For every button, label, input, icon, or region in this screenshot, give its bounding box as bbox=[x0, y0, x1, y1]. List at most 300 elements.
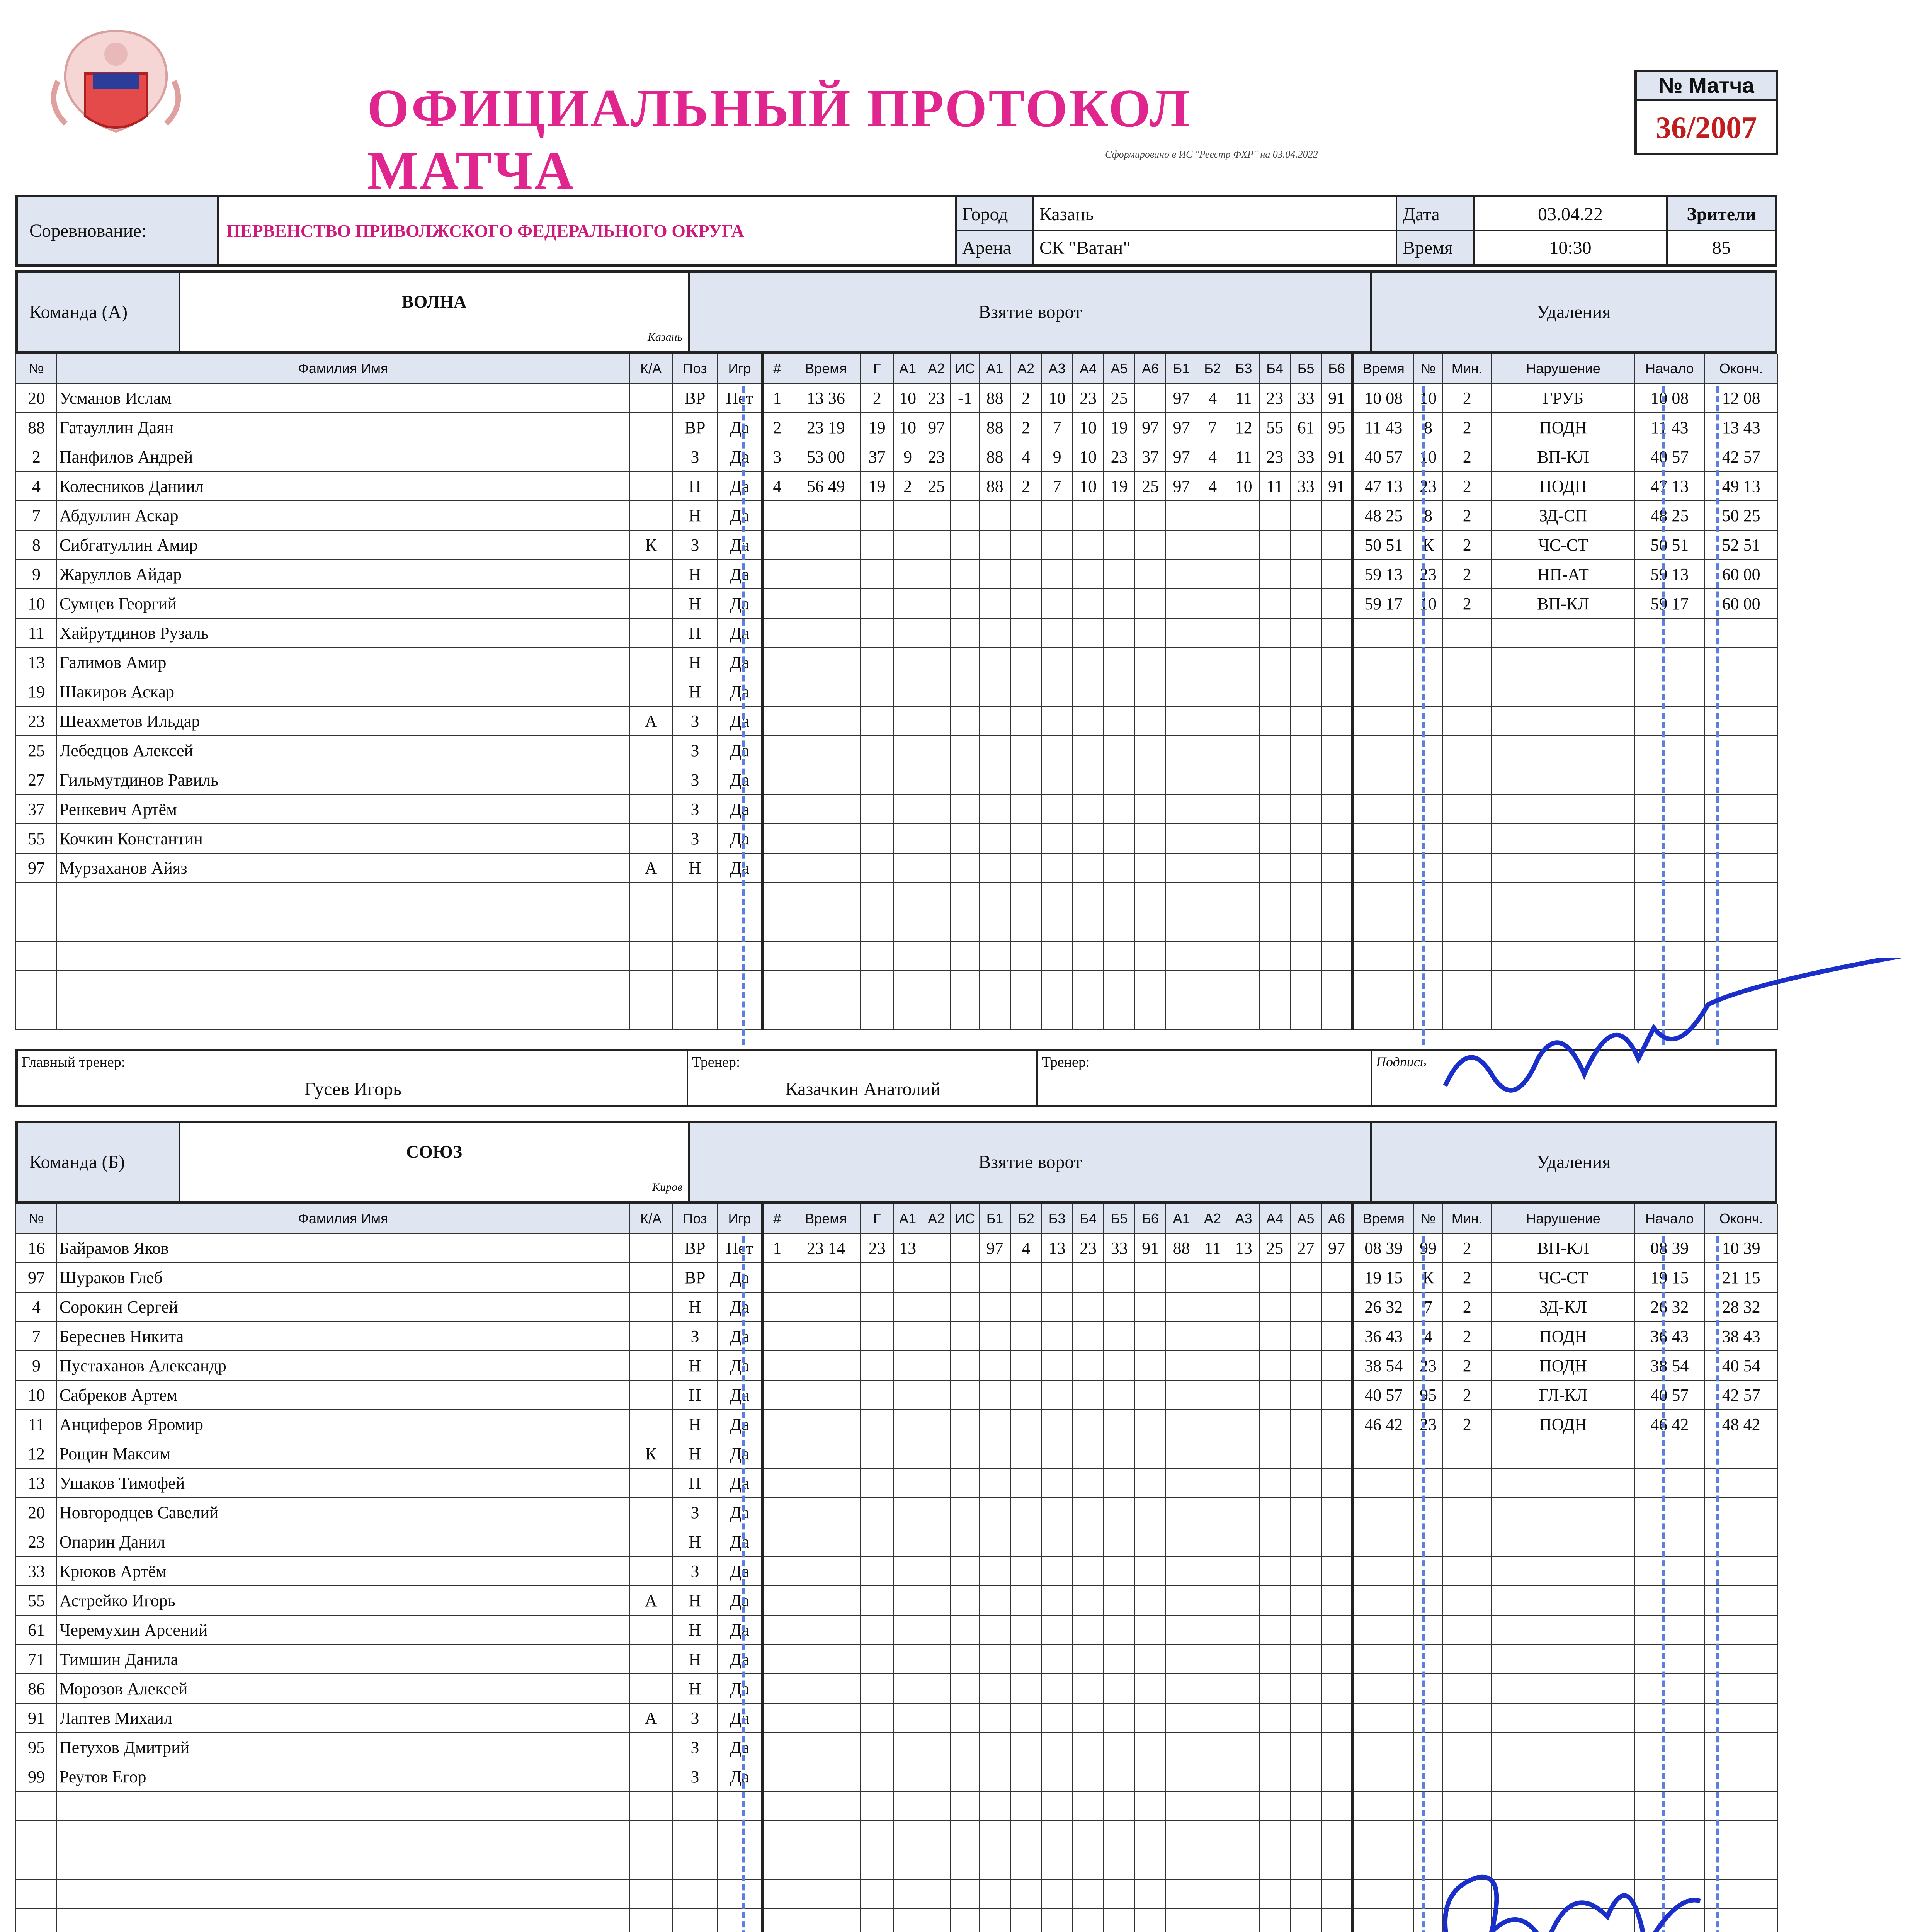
goal-time: 23 14 bbox=[791, 1233, 861, 1263]
team_a-header bbox=[15, 270, 1777, 354]
table-row bbox=[16, 736, 1778, 765]
goal-onice: 11 bbox=[1259, 471, 1291, 501]
pen-violation: ПОДН bbox=[1492, 471, 1635, 501]
competition-label: Соревнование: bbox=[18, 197, 219, 264]
team_b-onice-col: А1 bbox=[1166, 1204, 1197, 1233]
player-number: 55 bbox=[16, 824, 57, 853]
player-number: 7 bbox=[16, 1321, 57, 1351]
pen-end: 49 13 bbox=[1704, 471, 1778, 501]
player-pos: Н bbox=[672, 1351, 718, 1380]
player-name: Рощин Максим bbox=[57, 1439, 629, 1468]
table-row bbox=[16, 1292, 1778, 1321]
goal-onice: 11 bbox=[1197, 1233, 1228, 1263]
goal-onice: 23 bbox=[1259, 442, 1291, 471]
team_a-col-num: № bbox=[16, 354, 57, 383]
player-pos: З bbox=[672, 1733, 718, 1762]
player-pos: Н bbox=[672, 677, 718, 706]
match-number: 36/2007 bbox=[1655, 111, 1757, 145]
team_a-goal-col: А2 bbox=[922, 354, 951, 383]
spectators: 85 bbox=[1712, 238, 1731, 258]
table-row bbox=[16, 383, 1778, 413]
pen-min: 2 bbox=[1442, 471, 1492, 501]
player-play: Да bbox=[718, 736, 763, 765]
player-play: Да bbox=[718, 1380, 763, 1410]
player-name: Черемухин Арсений bbox=[57, 1615, 629, 1645]
player-play: Да bbox=[718, 1615, 763, 1645]
team_a-onice-col: Б5 bbox=[1290, 354, 1321, 383]
pen-violation: ПОДН bbox=[1492, 413, 1635, 442]
team_a-onice-col: А1 bbox=[979, 354, 1010, 383]
pen-end: 42 57 bbox=[1704, 1380, 1778, 1410]
player-number: 8 bbox=[16, 530, 57, 560]
player-play: Нет bbox=[718, 1233, 763, 1263]
player-name: Гильмутдинов Равиль bbox=[57, 765, 629, 794]
team_a-col-ka: К/А bbox=[629, 354, 672, 383]
player-play: Да bbox=[718, 765, 763, 794]
player-name: Галимов Амир bbox=[57, 648, 629, 677]
pen-violation: ВП-КЛ bbox=[1492, 1233, 1635, 1263]
pen-violation: ЧС-СТ bbox=[1492, 530, 1635, 560]
generated-note: Сформировано в ИС "Реестр ФХР" на 03.04.2022 bbox=[1105, 149, 1318, 160]
player-play: Да bbox=[718, 530, 763, 560]
player-number: 4 bbox=[16, 1292, 57, 1321]
player-ka bbox=[629, 413, 672, 442]
goal-onice: 88 bbox=[979, 471, 1010, 501]
pen-time: 46 42 bbox=[1352, 1410, 1414, 1439]
player-number: 33 bbox=[16, 1556, 57, 1586]
city-label: Город bbox=[957, 197, 1034, 231]
pen-end: 52 51 bbox=[1704, 530, 1778, 560]
goal-onice: 27 bbox=[1290, 1233, 1321, 1263]
player-name: Береснев Никита bbox=[57, 1321, 629, 1351]
team_b-dash-line bbox=[1716, 1236, 1719, 1932]
goal-onice: 10 bbox=[1073, 442, 1104, 471]
player-number: 16 bbox=[16, 1233, 57, 1263]
pen-time: 47 13 bbox=[1352, 471, 1414, 501]
pen-start: 26 32 bbox=[1635, 1292, 1704, 1321]
player-number: 19 bbox=[16, 677, 57, 706]
goal-onice: 12 bbox=[1228, 413, 1259, 442]
goal-n: 4 bbox=[762, 471, 791, 501]
player-play: Да bbox=[718, 413, 763, 442]
goal-onice: 33 bbox=[1290, 442, 1321, 471]
player-play: Да bbox=[718, 1586, 763, 1615]
player-ka bbox=[629, 589, 672, 618]
player-play: Да bbox=[718, 1733, 763, 1762]
player-ka bbox=[629, 1351, 672, 1380]
team_b-dash-line bbox=[1662, 1236, 1665, 1932]
team_b-goal-col: Г bbox=[861, 1204, 893, 1233]
team_b-onice-col: Б2 bbox=[1010, 1204, 1042, 1233]
goal-onice: 9 bbox=[1041, 442, 1073, 471]
player-pos: Н bbox=[672, 1674, 718, 1703]
player-name: Анциферов Яромир bbox=[57, 1410, 629, 1439]
player-ka bbox=[629, 677, 672, 706]
table-row bbox=[16, 1380, 1778, 1410]
team_a-onice-col: А5 bbox=[1104, 354, 1135, 383]
player-number: 23 bbox=[16, 706, 57, 736]
player-ka bbox=[629, 560, 672, 589]
player-number: 97 bbox=[16, 1263, 57, 1292]
table-row bbox=[16, 1733, 1778, 1762]
team_a-grid bbox=[15, 354, 1778, 1030]
team_a-goal-col: Время bbox=[791, 354, 861, 383]
player-number: 20 bbox=[16, 383, 57, 413]
player-name: Колесников Даниил bbox=[57, 471, 629, 501]
table-row bbox=[16, 1645, 1778, 1674]
player-name: Тимшин Данила bbox=[57, 1645, 629, 1674]
player-pos: ВР bbox=[672, 1263, 718, 1292]
pen-min: 2 bbox=[1442, 383, 1492, 413]
goal-onice: 33 bbox=[1104, 1233, 1135, 1263]
goal-onice: 25 bbox=[1259, 1233, 1291, 1263]
goal-is bbox=[951, 471, 979, 501]
player-play: Да bbox=[718, 442, 763, 471]
player-play: Да bbox=[718, 1498, 763, 1527]
team_a-onice-col: Б3 bbox=[1228, 354, 1259, 383]
player-number: 13 bbox=[16, 648, 57, 677]
team_a-col-name: Фамилия Имя bbox=[57, 354, 629, 383]
player-play: Да bbox=[718, 794, 763, 824]
team_b-goals-title: Взятие ворот bbox=[688, 1123, 1372, 1201]
player-number: 97 bbox=[16, 853, 57, 883]
player-play: Да bbox=[718, 1351, 763, 1380]
pen-time: 10 08 bbox=[1352, 383, 1414, 413]
player-name: Ушаков Тимофей bbox=[57, 1468, 629, 1498]
pen-time: 50 51 bbox=[1352, 530, 1414, 560]
pen-time: 38 54 bbox=[1352, 1351, 1414, 1380]
goal-onice: 23 bbox=[1073, 383, 1104, 413]
pen-num: К bbox=[1414, 1263, 1442, 1292]
player-number: 7 bbox=[16, 501, 57, 530]
team_b-goal-col: А2 bbox=[922, 1204, 951, 1233]
table-row bbox=[16, 1762, 1778, 1791]
city: Казань bbox=[1034, 197, 1397, 231]
player-number: 2 bbox=[16, 442, 57, 471]
player-number: 10 bbox=[16, 1380, 57, 1410]
team_b-goal-col: ИС bbox=[951, 1204, 979, 1233]
team_a-pen-col: Оконч. bbox=[1704, 354, 1778, 383]
pen-num: 10 bbox=[1414, 442, 1442, 471]
table-row bbox=[16, 1351, 1778, 1380]
goal-n: 3 bbox=[762, 442, 791, 471]
team_a-goal-col: Г bbox=[861, 354, 893, 383]
pen-time: 59 13 bbox=[1352, 560, 1414, 589]
pen-start: 46 42 bbox=[1635, 1410, 1704, 1439]
pen-time: 08 39 bbox=[1352, 1233, 1414, 1263]
goal-is bbox=[951, 442, 979, 471]
goal-onice: 37 bbox=[1135, 442, 1166, 471]
player-name: Астрейко Игорь bbox=[57, 1586, 629, 1615]
player-name: Жаруллов Айдар bbox=[57, 560, 629, 589]
pen-min: 2 bbox=[1442, 1263, 1492, 1292]
player-play: Да bbox=[718, 1674, 763, 1703]
competition-name: ПЕРВЕНСТВО ПРИВОЛЖСКОГО ФЕДЕРАЛЬНОГО ОКРУГА bbox=[219, 197, 957, 264]
pen-violation: ГЛ-КЛ bbox=[1492, 1380, 1635, 1410]
goal-is bbox=[951, 1233, 979, 1263]
team-b-block bbox=[15, 1121, 1777, 1932]
player-pos: Н bbox=[672, 471, 718, 501]
pen-time: 59 17 bbox=[1352, 589, 1414, 618]
pen-violation: ГРУБ bbox=[1492, 383, 1635, 413]
table-row bbox=[16, 824, 1778, 853]
team_a-dash-line bbox=[1716, 386, 1719, 1045]
player-pos: Н bbox=[672, 501, 718, 530]
team_b-pen-col: Нарушение bbox=[1492, 1204, 1635, 1233]
goal-is bbox=[951, 413, 979, 442]
goal-onice: 10 bbox=[1041, 383, 1073, 413]
goal-onice: 7 bbox=[1041, 471, 1073, 501]
team_b-col-pos: Поз bbox=[672, 1204, 718, 1233]
pen-min: 2 bbox=[1442, 589, 1492, 618]
player-ka bbox=[629, 1263, 672, 1292]
player-ka bbox=[629, 765, 672, 794]
pen-end: 50 25 bbox=[1704, 501, 1778, 530]
goal-onice: 88 bbox=[979, 413, 1010, 442]
pen-end: 48 42 bbox=[1704, 1410, 1778, 1439]
player-pos: З bbox=[672, 1556, 718, 1586]
date: 03.04.22 bbox=[1475, 197, 1668, 231]
team_b-col-play: Игр bbox=[718, 1204, 763, 1233]
player-pos: Н bbox=[672, 1410, 718, 1439]
player-play: Да bbox=[718, 648, 763, 677]
team_a-col-pos: Поз bbox=[672, 354, 718, 383]
pen-end: 38 43 bbox=[1704, 1321, 1778, 1351]
goal-onice: 10 bbox=[1228, 471, 1259, 501]
player-play: Да bbox=[718, 824, 763, 853]
pen-min: 2 bbox=[1442, 413, 1492, 442]
player-ka bbox=[629, 471, 672, 501]
player-ka: К bbox=[629, 530, 672, 560]
player-play: Да bbox=[718, 618, 763, 648]
team_a-onice-col: А4 bbox=[1073, 354, 1104, 383]
goal-onice: 97 bbox=[1166, 413, 1197, 442]
pen-num: 4 bbox=[1414, 1321, 1442, 1351]
player-ka bbox=[629, 1615, 672, 1645]
player-pos: З bbox=[672, 765, 718, 794]
team_a-city: Казань bbox=[647, 331, 682, 344]
player-ka bbox=[629, 442, 672, 471]
pen-min: 2 bbox=[1442, 1380, 1492, 1410]
player-pos: Н bbox=[672, 1292, 718, 1321]
team_a-onice-col: Б2 bbox=[1197, 354, 1228, 383]
signature-team-b bbox=[1406, 1847, 1716, 1932]
pen-start: 40 57 bbox=[1635, 1380, 1704, 1410]
team_a-onice-col: Б1 bbox=[1166, 354, 1197, 383]
pen-num: 99 bbox=[1414, 1233, 1442, 1263]
player-ka bbox=[629, 1321, 672, 1351]
goal-onice: 55 bbox=[1259, 413, 1291, 442]
pen-end: 13 43 bbox=[1704, 413, 1778, 442]
goal-onice bbox=[1135, 383, 1166, 413]
goal-a1: 10 bbox=[893, 413, 922, 442]
player-name: Хайрутдинов Рузаль bbox=[57, 618, 629, 648]
player-ka bbox=[629, 1645, 672, 1674]
player-ka bbox=[629, 1410, 672, 1439]
player-play: Да bbox=[718, 706, 763, 736]
pen-num: 10 bbox=[1414, 383, 1442, 413]
team_a-pen-col: Мин. bbox=[1442, 354, 1492, 383]
player-number: 23 bbox=[16, 1527, 57, 1556]
pen-start: 48 25 bbox=[1635, 501, 1704, 530]
player-ka bbox=[629, 1674, 672, 1703]
pen-end: 12 08 bbox=[1704, 383, 1778, 413]
team_a-onice-col: Б4 bbox=[1259, 354, 1291, 383]
goal-onice: 97 bbox=[1166, 442, 1197, 471]
team_b-onice-col: Б6 bbox=[1135, 1204, 1166, 1233]
goal-onice: 91 bbox=[1135, 1233, 1166, 1263]
team_b-onice-col: Б3 bbox=[1041, 1204, 1073, 1233]
team_b-name: СОЮЗ bbox=[406, 1142, 463, 1162]
player-play: Да bbox=[718, 1645, 763, 1674]
pen-start: 50 51 bbox=[1635, 530, 1704, 560]
player-name: Кочкин Константин bbox=[57, 824, 629, 853]
team_a-coach-cell bbox=[688, 1051, 1038, 1105]
pen-time: 26 32 bbox=[1352, 1292, 1414, 1321]
goal-scorer: 37 bbox=[861, 442, 893, 471]
pen-min: 2 bbox=[1442, 1292, 1492, 1321]
team_a-head-coach-cell bbox=[18, 1051, 688, 1105]
table-row bbox=[16, 912, 1778, 941]
pen-num: 8 bbox=[1414, 501, 1442, 530]
pen-num: 23 bbox=[1414, 560, 1442, 589]
pen-num: 10 bbox=[1414, 589, 1442, 618]
player-ka bbox=[629, 1527, 672, 1556]
player-ka bbox=[629, 794, 672, 824]
goal-a2: 23 bbox=[922, 383, 951, 413]
player-number: 4 bbox=[16, 471, 57, 501]
head-coach-label: Главный тренер: bbox=[22, 1054, 126, 1070]
team_a-name: ВОЛНА bbox=[401, 292, 467, 311]
pen-end: 21 15 bbox=[1704, 1263, 1778, 1292]
player-name: Сабреков Артем bbox=[57, 1380, 629, 1410]
team_a-dash-line bbox=[1422, 386, 1425, 1045]
pen-num: 23 bbox=[1414, 1351, 1442, 1380]
page-title: ОФИЦИАЛЬНЫЙ ПРОТОКОЛ МАТЧА bbox=[367, 78, 1191, 201]
pen-num: 8 bbox=[1414, 413, 1442, 442]
player-ka bbox=[629, 1292, 672, 1321]
player-name: Ренкевич Артём bbox=[57, 794, 629, 824]
goal-onice: 97 bbox=[979, 1233, 1010, 1263]
pen-min: 2 bbox=[1442, 530, 1492, 560]
table-row bbox=[16, 1263, 1778, 1292]
player-play: Нет bbox=[718, 383, 763, 413]
player-name: Абдуллин Аскар bbox=[57, 501, 629, 530]
player-pos: Н bbox=[672, 648, 718, 677]
team_a-pen-col: Нарушение bbox=[1492, 354, 1635, 383]
goal-time: 23 19 bbox=[791, 413, 861, 442]
player-name: Крюков Артём bbox=[57, 1556, 629, 1586]
player-pos: З bbox=[672, 442, 718, 471]
pen-end: 28 32 bbox=[1704, 1292, 1778, 1321]
pen-end: 40 54 bbox=[1704, 1351, 1778, 1380]
pen-violation: ЧС-СТ bbox=[1492, 1263, 1635, 1292]
table-row bbox=[16, 1233, 1778, 1263]
goal-scorer: 19 bbox=[861, 471, 893, 501]
match-number-box bbox=[1634, 70, 1778, 155]
table-row bbox=[16, 794, 1778, 824]
player-play: Да bbox=[718, 1321, 763, 1351]
team_a-pen-col: Время bbox=[1352, 354, 1414, 383]
table-row bbox=[16, 1410, 1778, 1439]
player-number: 11 bbox=[16, 1410, 57, 1439]
goal-onice: 91 bbox=[1321, 471, 1353, 501]
goal-a2: 97 bbox=[922, 413, 951, 442]
pen-violation: ЗД-СП bbox=[1492, 501, 1635, 530]
team_b-pen-col: № bbox=[1414, 1204, 1442, 1233]
team_a-col-play: Игр bbox=[718, 354, 763, 383]
time-label: Время bbox=[1397, 231, 1475, 264]
player-name: Шакиров Аскар bbox=[57, 677, 629, 706]
team_b-goal-col: Время bbox=[791, 1204, 861, 1233]
pen-time: 11 43 bbox=[1352, 413, 1414, 442]
goal-onice: 4 bbox=[1197, 442, 1228, 471]
team_b-pen-col: Оконч. bbox=[1704, 1204, 1778, 1233]
pen-violation: ВП-КЛ bbox=[1492, 589, 1635, 618]
pen-start: 47 13 bbox=[1635, 471, 1704, 501]
table-row bbox=[16, 1321, 1778, 1351]
goal-time: 13 36 bbox=[791, 383, 861, 413]
table-row bbox=[16, 413, 1778, 442]
player-number: 95 bbox=[16, 1733, 57, 1762]
table-row bbox=[16, 765, 1778, 794]
player-pos: З bbox=[672, 1703, 718, 1733]
pen-start: 38 54 bbox=[1635, 1351, 1704, 1380]
player-name: Байрамов Яков bbox=[57, 1233, 629, 1263]
table-row bbox=[16, 1527, 1778, 1556]
table-row bbox=[16, 442, 1778, 471]
player-play: Да bbox=[718, 471, 763, 501]
player-ka bbox=[629, 736, 672, 765]
signature-team-a bbox=[1437, 958, 1932, 1121]
team_b-onice-col: А3 bbox=[1228, 1204, 1259, 1233]
player-pos: З bbox=[672, 1498, 718, 1527]
goal-onice: 11 bbox=[1228, 442, 1259, 471]
goal-onice: 11 bbox=[1228, 383, 1259, 413]
player-number: 91 bbox=[16, 1703, 57, 1733]
goal-onice: 2 bbox=[1010, 383, 1042, 413]
goal-onice: 4 bbox=[1197, 471, 1228, 501]
table-row bbox=[16, 560, 1778, 589]
pen-num: 95 bbox=[1414, 1380, 1442, 1410]
pen-min: 2 bbox=[1442, 501, 1492, 530]
player-ka bbox=[629, 1733, 672, 1762]
goal-a2: 25 bbox=[922, 471, 951, 501]
player-play: Да bbox=[718, 1263, 763, 1292]
team_a-onice-col: А2 bbox=[1010, 354, 1042, 383]
goal-onice: 4 bbox=[1010, 1233, 1042, 1263]
player-pos: ВР bbox=[672, 413, 718, 442]
pen-violation: ЗД-КЛ bbox=[1492, 1292, 1635, 1321]
player-name: Петухов Дмитрий bbox=[57, 1733, 629, 1762]
goal-onice: 25 bbox=[1104, 383, 1135, 413]
pen-violation: НП-АТ bbox=[1492, 560, 1635, 589]
player-play: Да bbox=[718, 1556, 763, 1586]
player-play: Да bbox=[718, 1527, 763, 1556]
team_b-onice-col: Б4 bbox=[1073, 1204, 1104, 1233]
goal-scorer: 2 bbox=[861, 383, 893, 413]
goal-scorer: 19 bbox=[861, 413, 893, 442]
team_b-col-ka: К/А bbox=[629, 1204, 672, 1233]
player-number: 9 bbox=[16, 1351, 57, 1380]
player-play: Да bbox=[718, 677, 763, 706]
player-name: Новгородцев Савелий bbox=[57, 1498, 629, 1527]
team_b-goal-col: А1 bbox=[893, 1204, 922, 1233]
player-ka bbox=[629, 1762, 672, 1791]
player-pos: Н bbox=[672, 1645, 718, 1674]
player-name: Мурзаханов Айяз bbox=[57, 853, 629, 883]
table-row bbox=[16, 1498, 1778, 1527]
